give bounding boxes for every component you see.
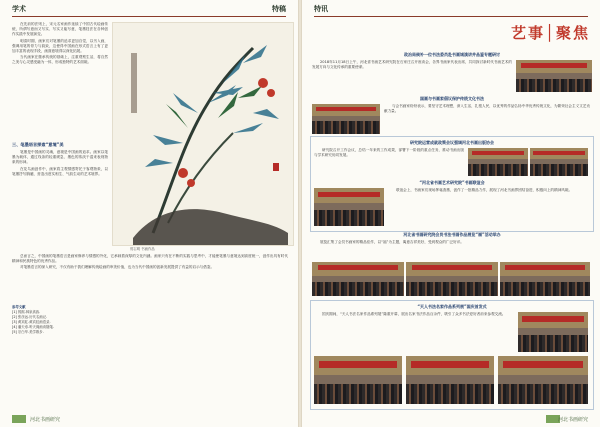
- news-body: 联谊会上，书画家们现场挥毫泼墨，创作了一批精品力作，展现了河北书画界团结奋进、积极向上的精神风貌。: [396, 188, 573, 192]
- news-photo: [516, 60, 592, 92]
- news-body: 国庆期间，“天人书法名家作品系列展”隆重开幕，展出名家书法作品百余件，吸引了众多书法爱好者前来参观交流。: [322, 312, 506, 316]
- left-body-col-1: 在先前的法则上，宋元名家画作延续了中国古代绘画传统，所谓写意而又写实、写实又能写意，笔墨技法在各种创作实践中发展演变。 明清时期，画家们对笔墨的追求更加自觉，以书入画，强调用笔的骨力与韵致，这使得中国画在形式语言上有了更加丰富的表现手段，画面意境得以深化拓展。 当代画家在继承传统的基础上，注重观察生活，将自然之美与心灵感受融为一体，形成独特的艺术面貌。: [12, 22, 108, 65]
- reference-item: [2] 张彦远.历代名画记.: [12, 314, 48, 319]
- left-header-rule: [12, 16, 286, 17]
- news-photo: [518, 312, 588, 352]
- reference-item: [5] 宗白华.美学散步.: [12, 329, 44, 334]
- reference-item: [3] 黄宾虹.黄宾虹画语录.: [12, 319, 51, 324]
- right-footer: 河北书画研究: [557, 417, 588, 423]
- news-photo: [312, 262, 404, 296]
- right-header-rule: [314, 16, 588, 17]
- news-photo: [406, 262, 498, 296]
- news-photo: [314, 188, 384, 226]
- news-body: 展览汇集了会员书画家的精品佳作，以“福”为主题，寓意吉祥美好，受到观众的广泛好评。: [320, 240, 464, 244]
- left-body-full: 总而言之，中国画的笔墨语言是画家修养与情感的外化，它承载着深厚的文化内涵。画家只有在不断的实践与思考中，才能使笔墨与意境达到高度统一，创作出具有时代精神和民族特色的优秀作品。 对笔墨语言的深入研究，不仅有助于我们理解传统绘画的审美价值，也为当代中国画的创新发展提供了有益的启示与借鉴。: [12, 254, 288, 270]
- right-header-section: 特讯: [314, 5, 328, 13]
- news-headline: 国画与书画家倡议保护传统文化书法: [420, 96, 484, 101]
- left-header-section: 学术: [12, 5, 26, 13]
- news-photo: [500, 262, 590, 296]
- section-heading: 三、笔墨语言探索“意境”美: [12, 142, 64, 147]
- left-header-column: 特稿: [272, 5, 286, 13]
- news-photo: [406, 356, 494, 404]
- left-page: [0, 0, 299, 427]
- bamboo-flower-painting: [113, 23, 293, 245]
- news-photo: [530, 148, 588, 176]
- news-photo: [314, 356, 402, 404]
- news-photo: [468, 148, 528, 176]
- reference-item: [4] 潘天寿.听天阁画谈随笔.: [12, 324, 54, 329]
- news-body: 与会书画家纷纷表示，要坚守艺术理想，深入生活，扎根人民，以优秀的作品弘扬中华优秀传统文化，为繁荣社会主义文艺贡献力量。: [384, 104, 590, 114]
- references-title: 参考文献: [12, 305, 26, 309]
- news-headline: “河北省书画艺术研究院”书画联谊会: [419, 180, 485, 185]
- section-title: 艺事│聚焦: [510, 24, 590, 42]
- news-headline: 河北省书画研究院会员书法书画作品展览“福”活动举办: [403, 232, 501, 237]
- left-body-col-2: 笔墨是中国画的灵魂，意境是中国画的追求。画家以笔墨为载体，通过线条的轻重缓急、墨色的浓淡干湿来表现物象的形神。 在花鸟画创作中，画家将主观情感寄托于客观物象，以笔墨抒写胸臆，营造出虚实相生、气韵生动的艺术境界。: [12, 150, 108, 176]
- news-body: 2018年11月18日上午，河北省书画艺术研究院在石家庄召开座谈会，各界书画家代表出席，共同探讨新时代书画艺术的发展方向与文化传承的重要使命。: [312, 60, 512, 70]
- reference-item: [1] 郭熙.林泉高致.: [12, 309, 41, 314]
- right-page: [302, 0, 600, 427]
- news-photo: [498, 356, 588, 404]
- left-footer: 河北书画研究: [30, 417, 61, 423]
- references: [12, 305, 288, 334]
- news-photo: [312, 104, 380, 134]
- ink-painting-image: [112, 22, 294, 246]
- painting-caption: 郭召明 书画作品: [130, 247, 155, 251]
- news-headline: “天人书法名家作品系列展”国庆首发式: [417, 304, 487, 309]
- news-headline: 政治局候补一位书法委员赴书画城演讲并品鉴专题研讨: [404, 52, 500, 57]
- footer-leaf-icon: [12, 415, 26, 423]
- news-body: 研究院召开工作会议，总结一年来的工作成果，部署下一阶段的重点任务，推动书画出版与学术研究协同发展。: [314, 148, 464, 158]
- news-headline: 研究院运营成就政策会议强调河北书画出版协会: [410, 140, 494, 145]
